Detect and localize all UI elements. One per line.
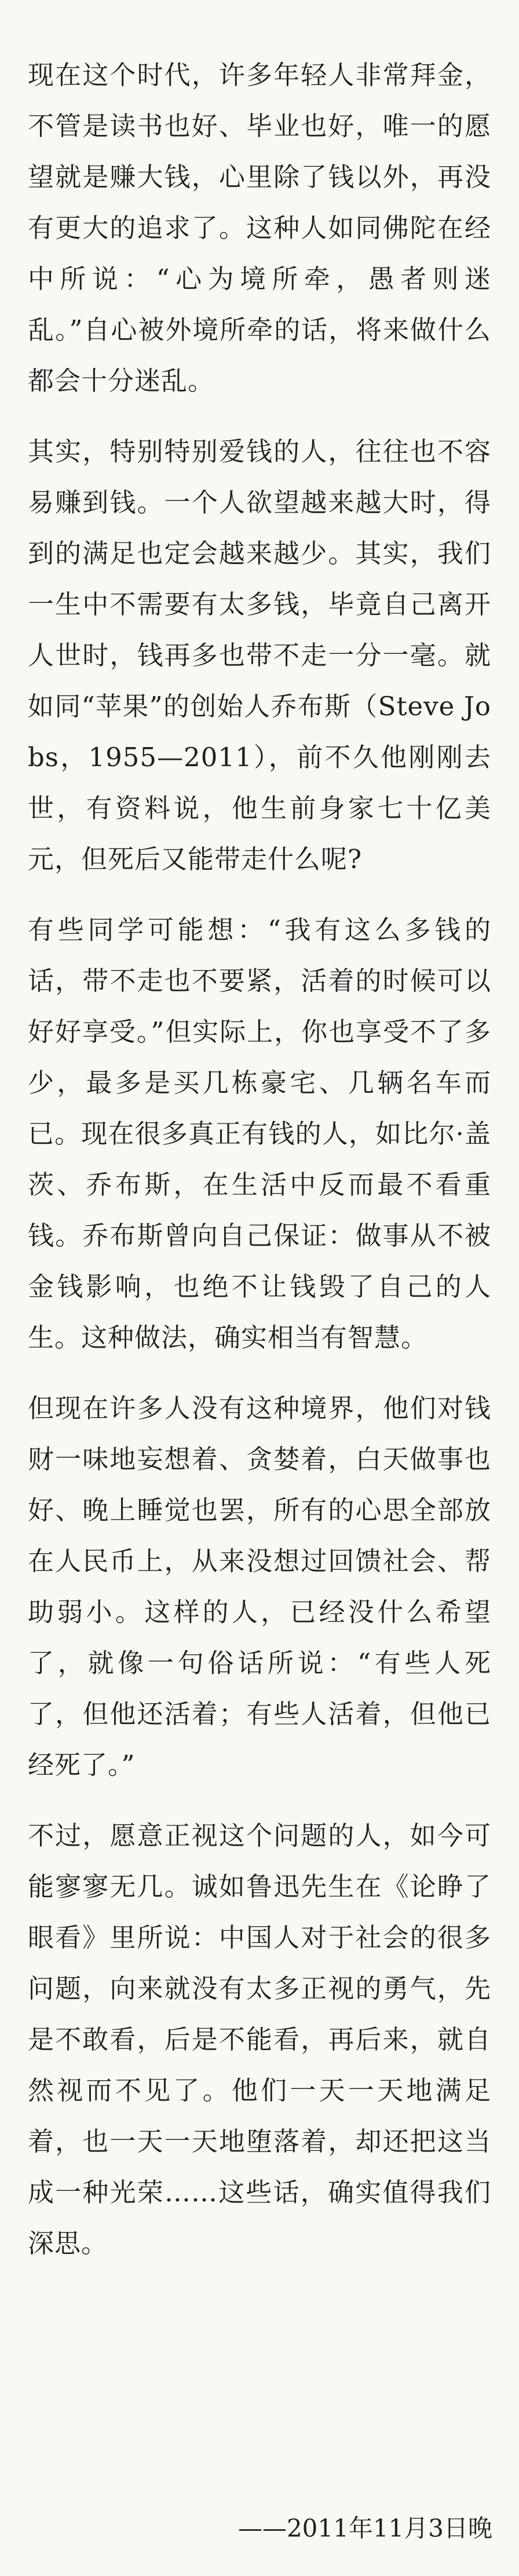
- paragraph-2: 其实，特别特别爱钱的人，往往也不容易赚到钱。一个人欲望越来越大时，得到的满足也定会越来越少。其实，我们一生中不需要有太多钱，毕竟自己离开人世时，钱再多也带不走一分一毫。就如同“苹果”的创始人乔布斯（Steve Jobs，1955—2011），前不久他刚刚去世，有资料说，他生前身家七十亿美元，但死后又能带走什么呢?: [28, 436, 491, 874]
- paragraph-4: 但现在许多人没有这种境界，他们对钱财一味地妄想着、贪婪着，白天做事也好、晚上睡觉也罢，所有的心思全部放在人民币上，从来没想过回馈社会、帮助弱小。这样的人，已经没什么希望了，就像一句俗话所说：“有些人死了，但他还活着；有些人活着，但他已经死了。”: [28, 1393, 491, 1780]
- paragraph-1: 现在这个时代，许多年轻人非常拜金，不管是读书也好、毕业也好，唯一的愿望就是赚大钱，心里除了钱以外，再没有更大的追求了。这种人如同佛陀在经中所说：“心为境所牵，愚者则迷乱。”自心被外境所牵的话，将来做什么都会十分迷乱。: [28, 60, 491, 396]
- date-signature: ——2011年11月3日晚: [237, 2514, 492, 2542]
- paragraph-3: 有些同学可能想：“我有这么多钱的话，带不走也不要紧，活着的时候可以好好享受。”但实际上，你也享受不了多少，最多是买几栋豪宅、几辆名车而已。现在很多真正有钱的人，如比尔·盖茨、乔布斯，在生活中反而最不看重钱。乔布斯曾向自己保证：做事从不被金钱影响，也绝不让钱毁了自己的人生。这种做法，确实相当有智慧。: [28, 914, 491, 1353]
- paragraph-5: 不过，愿意正视这个问题的人，如今可能寥寥无几。诚如鲁迅先生在《论睁了眼看》里所说：中国人对于社会的很多问题，向来就没有太多正视的勇气，先是不敢看，后是不能看，再后来，就自然视而不见了。他们一天一天地满足着，也一天一天地堕落着，却还把这当成一种光荣……这些话，确实值得我们深思。: [28, 1820, 491, 2259]
